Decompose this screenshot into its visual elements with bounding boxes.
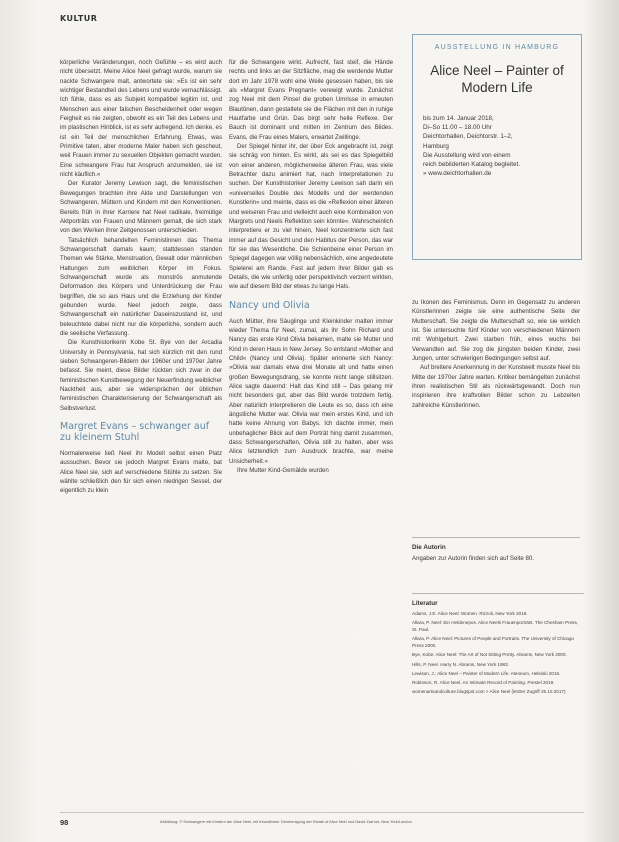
footer-divider [60,812,584,813]
divider [412,537,580,538]
author-heading: Die Autorin [412,544,446,551]
body-paragraph: Tatsächlich behandelten Feministinnen das Thema Schwangerschaft damals kaum; stattdessen standen Themen wie Stärke, Menstruation, Gewalt oder männlichen Haltungen zum weiblichen Körper im Fokus. Schwangerschaft wurde als monströs anmutende Deformation des Körpers und Unterdrückung der Frau begriffen, die so aus Haus und die Erziehung der Kinder gebunden wurde. Neel jedoch zeigte, dass Schwangerschaft ein natürlicher Daseinszustand ist, und beleuchtete dabei nicht nur die körperliche, sondern auch die seelische Verfassung. [60,236,222,337]
subheading-margret-evans: Margret Evans – schwanger auf zu kleinem Stuhl [60,421,210,444]
body-paragraph: Auch Mütter, ihre Säuglinge und Kleinkinder malten immer wieder Thema für Neel, zumal, als ihr Sohn Richard und Nancy das erste Kind Olivia bekamen, malte sie Mutter und Kind in deren Haus in New Jersey. So entstand »Mother and Child« (Nancy und Olivia). Später erinnerte sich Nancy: »Olivia war damals etwa drei Monate alt und hatte einen großen Bewegungsdrang, sie konnte nicht lange stillsitzen. Alice sagte dauernd: Halt das Kind still – Das gelang mir nicht besonders gut, aber das Bild wurde trotzdem fertig. Aber natürlich interpretieren die Leute es so, dass ich eine ängstliche Mutter war. Olivia war mein erstes Kind, und ich hatte keine Ahnung von Babys. Ich dachte immer, mein unbehaglicher Blick auf dem Porträt hing damit zusammen, dass Schwangerschaften, Olivia still zu halten, aber was Alice letztendlich zum Ausdruck brachte, war meine Unsicherheit.« [229,317,393,465]
body-paragraph: körperliche Veränderungen, noch Gefühle – es wird auch nicht übersetzt. Meine Alice Neel gefragt wurde, warum sie nackte Schwangere malt, antwortete sie: »Es ist ein sehr wichtiger Bestandteil des Lebens und wurde vernachlässigt. Ich fühle, dass es als Subjekt kompatibel legitim ist, und Menschen aus einer falschen Bescheidenheit oder wegen Feigheit es nie zeigten, obwohl es ein Teil des Lebens und im plastischen Hinblick, ist es sehr aufregend. Ich denke, es ist ein Teil der menschlichen Erfahrung. Etwas, was Primitive taten, aber moderne Maler haben sich gescheut, weil Frauen immer zu sexuellen Objekten gemacht wurden. Eine schwangere Frau hat Anspruch anzumelden, sie ist nicht käuflich.« [60,59,222,179]
literature-entry: Lewison, J.: Alice Neel – Painter of Modern Life. Ateneum, Helsinki 2016. [412,670,561,676]
literature-block [412,593,584,697]
exhibition-website-link[interactable]: » www.deichtorhallen.de [423,170,492,178]
exhibition-kicker: AUSSTELLUNG IN HAMBURG [434,44,560,51]
body-paragraph: Normalerweise ließ Neel ihr Modell selbst einen Platz aussuchen. Bevor sie jedoch Margret Evans malte, bat Alice Neel sie, sich auf verschiedene Stühle zu setzen. Sie wählte schließlich den für sich einen niedrigen Sessel, der eigentlich zu klein [60,450,222,495]
literature-entry: Robinson, R. Alice Neel. An Intimate Record of Painting. Prestel 2019. [412,679,555,685]
literature-entry: Bye, Kobe: Alice Neel: The Art of Not Sitting Pretty. Abrams, New York 2000. [412,652,567,658]
literature-link[interactable]: womenartsandculture.blogspot.com > Alice Neel (letzter Zugriff 25.10.2017) [412,688,566,694]
exhibition-date: bis zum 14. Januar 2018, [423,115,494,122]
subheading-nancy-olivia: Nancy und Olivia [229,299,310,311]
literature-entry: Adams, J.E. Alice Neel: Women. Rizzoli, New York 2018. [412,611,528,616]
column-1 [60,58,222,826]
author-block [412,537,580,563]
exhibition-venue: Deichtorhallen, Deichtorstr. 1–2, [423,133,513,141]
exhibition-catalog-line-1: Die Ausstellung wird von einem [423,151,511,159]
literature-heading: Literatur [412,600,438,607]
footer-credit: Abbildung: © Schwangere mit Kindern der Alice Neel, mit freundlicher Genehmigung der Estate of Alice Neel und David Zwirner, New York/London [160,819,412,824]
body-paragraph: für die Schwangere wirkt. Aufrecht, fast steif, die Hände rechts und links an der Sitzfläche, mag die werdende Mutter dort im Jahr 1978 wohl eine Weile gesessen haben, bis sie als »Margret Evans Pregnant« verewigt wurde. Zunächst zog Neel mit dem Pinsel die groben Umrisse in erneuten Blautönen, dann gestaltete sie die Flächen mit den in ruhige Hautfarbe und Grün. Das birgt sehr helle Reflexe. Der Bauch ist dominant und mitten im Zentrum des Bildes. Evans, die Frau eines Malers, erwartet Zwillinge. [229,59,393,141]
exhibition-title: Alice Neel – Painter of Modern Life [430,63,564,95]
exhibition-catalog-line-2: reich bebilderten Katalog begleitet. [423,161,520,169]
literature-entry: Hills, P. Neel. Harry N. Abrams, New York 1983. [412,661,509,667]
body-paragraph: Ihre Mutter Kind-Gemälde wurden [237,467,329,475]
page-number: 98 [60,818,69,827]
literature-entry: Allara, P. Alice Neel: Pictures of People and Portraits. The University of Chicago Press 2000. [412,636,574,649]
body-paragraph: zu Ikonen des Feminismus. Denn im Gegensatz zu anderen Künstlerinnen zeigte sie eine authentische Seite der Mutterschaft. Sie zeigte die Mutterschaft so, wie sie wirklich ist. Sie untersuchte fünf Kinder von verschiedenen Männern mit Wohlgeburt. Zwei starben früh, eines wuchs bei Verwandten auf. Sie zog die jüngsten beiden Kinder, zwei Jungen, unter schwierigen Bedingungen selbst auf. [412,299,580,363]
exhibition-hours: Di–So 11.00 – 18.00 Uhr [423,124,492,132]
body-paragraph: Auf breitere Anerkennung in der Kunstwelt musste Neel bis Mitte der 1970er Jahre warten. Kritiker bemängelten zunächst ihren realistischen Stil als rückwärtsgewandt. Doch nun inspirieren ihre kraftvollen Bilder schon zu Lebzeiten zahlreiche Künstlerinnen. [412,364,580,409]
body-paragraph: Der Spiegel hinter ihr, der über Eck angebracht ist, zeigt sie schräg von hinten. Es wirkt, als sei es das Spiegelbild von einer anderen, möglicherweise älteren Frau, was viele Betrachter dazu animiert hat, nach Interpretationen zu suchen. Der Kunsthistoriker Jeremy Lewison sah darin ein »universelles Double des Modells und der werdenden Kunstlerin« und meinte, dass es die »Reflexion einer älteren und weiseren Frau und vielleicht auch eine Kombination von Margrets und Neels Reflektion sein könnte«. Wahrscheinlich interpretiere er zu viel hinein, Neel konzentrierte sich fast immer auf das Gesicht und den Habitus der Person, das war für sie das Wesentliche. Die Schienbeine einer Person im Spiegel dagegen war völlig nebensächlich, eine angedeutete Spielerei am Rande. Fast auf jedem ihrer Bilder gab es Details, die wie unfertig oder perspektivisch verzerrt wirkten, wie auf diesem Bild der etwas zu lange Hals. [229,143,393,291]
column-2 [229,58,393,826]
body-paragraph: Die Kunsthistorikerin Kobe St. Bye von der Arcadia University in Pennsylvania, hat sich kürzlich mit den rund sieben Schwangeren-Bildern der 1960er und 1970er Jahre befasst. Sie meint, diese Bilder rückten sich zwar in der feministischen Kunstbewegung der Neuerfindung weiblicher Nacktheit aus, aber sie widersprächen der üblichen feministischen Charakterisierung der Schwangerschaft als Selbstverlust. [60,339,222,412]
exhibition-details [423,114,571,178]
body-paragraph: Der Kurator Jeremy Lewison sagt, die feministischen Bewegungen brachten ihre Akte und Darstellungen von Schwangeren, Müttern und Kindern mit den Konventionen. Bereits früh in ihrer Karriere hat Neel radikale, freimütige Aktporträts von Frauen und Männern gemalt, die sich stark von den Werken ihrer Zeitgenossen unterschieden. [60,180,222,235]
divider [412,593,584,594]
author-text: Angaben zur Autorin finden sich auf Seite 80. [412,555,534,562]
section-label: KULTUR [60,14,98,23]
literature-entry: Allara, P. Neel: Ein Heldenepos. Alice Neels Frauenporträts. The Chesham Press, St. Paul. [412,620,579,633]
column-3 [412,298,580,410]
exhibition-info-box [412,34,582,260]
exhibition-city: Hamburg [423,142,449,150]
